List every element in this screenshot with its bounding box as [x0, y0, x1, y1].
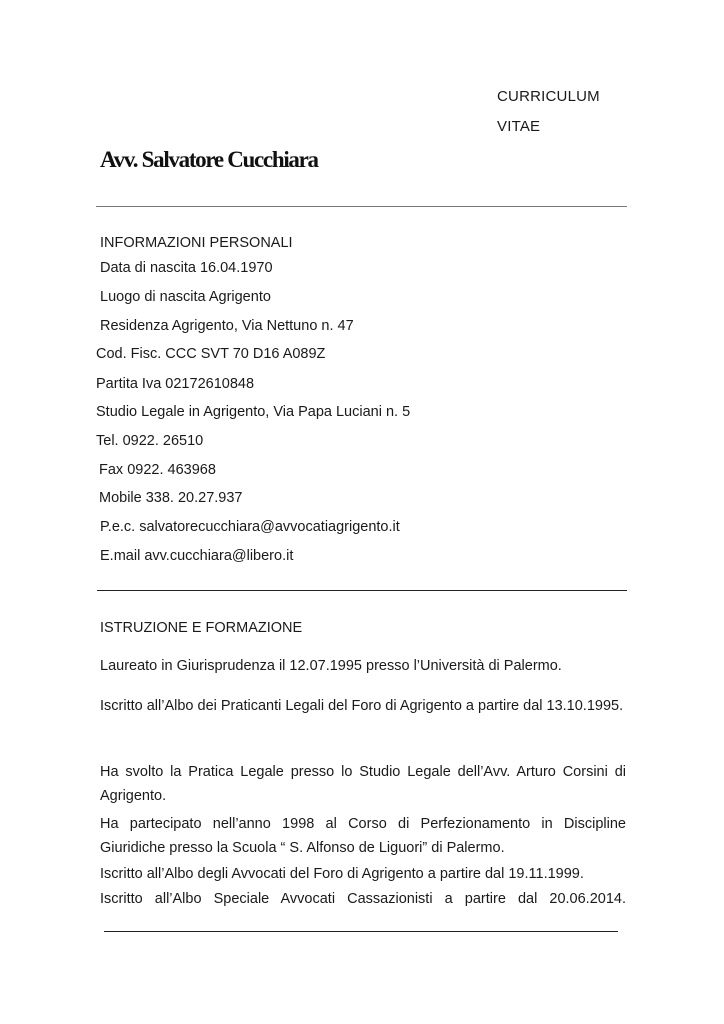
- fax: Fax 0922. 463968: [99, 462, 216, 478]
- birth-place: Luogo di nascita Agrigento: [100, 289, 271, 305]
- tax-code: Cod. Fisc. CCC SVT 70 D16 A089Z: [96, 346, 326, 362]
- birth-date: Data di nascita 16.04.1970: [100, 260, 273, 276]
- degree: Laureato in Giurisprudenza il 12.07.1995 presso l’Università di Palermo.: [100, 658, 562, 674]
- divider-personal: [97, 590, 627, 591]
- legal-practice: Ha svolto la Pratica Legale presso lo Studio Legale dell’Avv. Arturo Corsini di Agrigento.: [100, 764, 626, 804]
- divider-bottom: [104, 931, 618, 932]
- phone: Tel. 0922. 26510: [96, 433, 204, 449]
- email-address[interactable]: E.mail avv.cucchiara@libero.it: [100, 548, 294, 564]
- cassation-register: Iscritto all’Albo Speciale Avvocati Cassazionisti a partire dal 20.06.2014.: [100, 891, 626, 907]
- specialization-course: Ha partecipato nell’anno 1998 al Corso di Perfezionamento in Discipline Giuridiche presso la Scuola “ S. Alfonso de Liguori” di Palermo.: [100, 816, 626, 856]
- lawyers-register: Iscritto all’Albo degli Avvocati del Foro di Agrigento a partire dal 19.11.1999.: [100, 866, 584, 882]
- office-address: Studio Legale in Agrigento, Via Papa Luciani n. 5: [96, 404, 411, 420]
- residence: Residenza Agrigento, Via Nettuno n. 47: [100, 318, 354, 334]
- author-name: Avv. Salvatore Cucchiara: [100, 147, 318, 172]
- education-heading: ISTRUZIONE E FORMAZIONE: [100, 620, 303, 636]
- pec-address[interactable]: P.e.c. salvatorecucchiara@avvocatiagrigento.it: [100, 519, 400, 535]
- trainee-register: Iscritto all’Albo dei Praticanti Legali del Foro di Agrigento a partire dal 13.10.1995.: [100, 698, 624, 714]
- mobile: Mobile 338. 20.27.937: [99, 490, 243, 506]
- cv-title-line1: CURRICULUM: [497, 88, 600, 105]
- personal-heading: INFORMAZIONI PERSONALI: [100, 235, 293, 251]
- cv-title-line2: VITAE: [497, 118, 541, 135]
- divider-header: [96, 206, 627, 207]
- vat-number: Partita Iva 02172610848: [96, 376, 255, 392]
